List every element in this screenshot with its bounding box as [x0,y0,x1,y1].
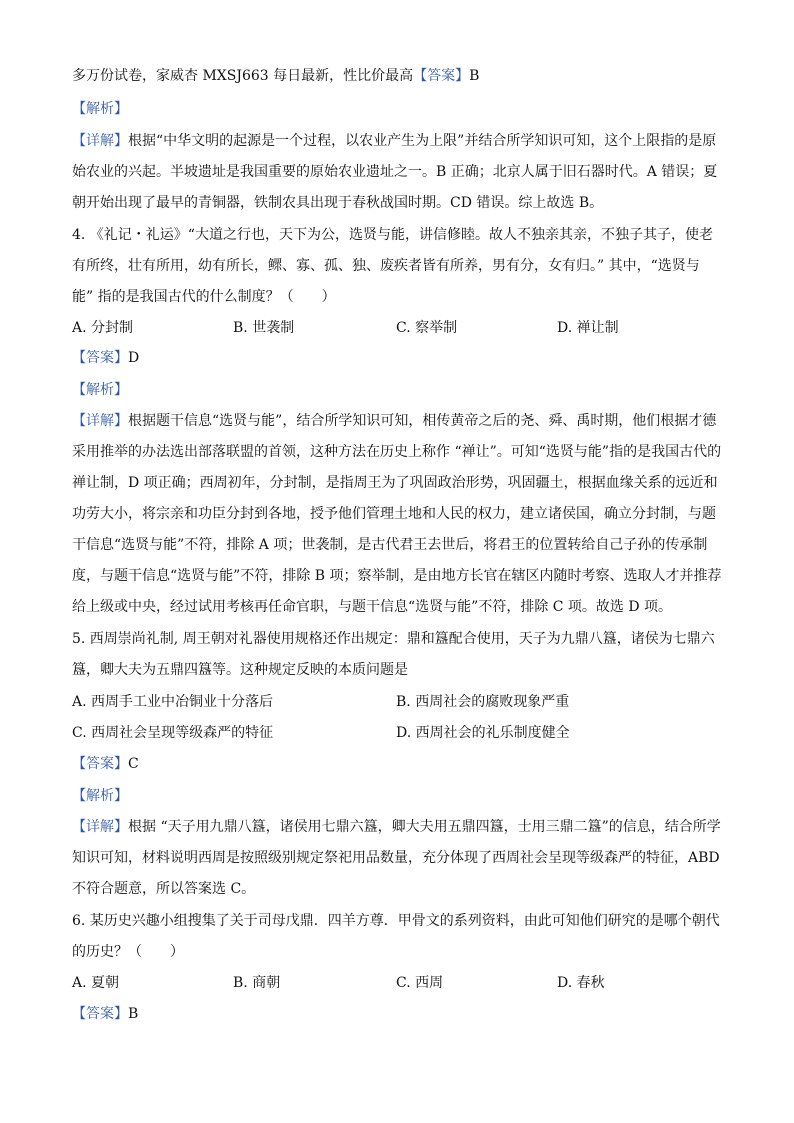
answer-tag: 【答案】 [72,756,128,772]
detail-line: 采用推举的办法选出部落联盟的首领，这种方法在历史上称作 “禅让”。可知“选贤与能”指的是我国古代的 [72,444,722,460]
question-stem: 有所终，壮有所用，幼有所长，鳏、寡、孤、独、废疾者皆有所养，男有分，女有归。” 其中，“选贤与 [72,258,700,274]
detail-tag: 【详解】 [72,819,128,835]
question-stem: 的历史？（ ） [72,944,184,960]
question-stem: 簋，卿大夫为五鼎四簋等。这种规定反映的本质问题是 [72,662,408,678]
option-d: D. 西周社会的礼乐制度健全 [396,725,570,741]
detail-line: 禅让制，D 项正确；西周初年，分封制，是指周王为了巩固政治形势，巩固疆土，根据血缘关系的远近和 [72,475,718,491]
option-b: B. 西周社会的腐败现象严重 [396,694,570,710]
detail-line: 干信息“选贤与能”不符，排除 A 项；世袭制，是古代君王去世后，将君王的位置转给自己子孙的传承制 [72,537,708,553]
detail-line: 给上级或中央，经过试用考核再任命官职，与题干信息“选贤与能”不符，排除 C 项。故选 D 项。 [72,599,673,615]
detail-line [72,411,722,431]
analysis-tag: 【解析】 [72,788,128,804]
option-b: B. 商朝 [233,975,281,991]
analysis-tag: 【解析】 [72,382,128,398]
analysis-tag: 【解析】 [72,101,128,117]
answer-tag: 【答案】 [72,1006,128,1022]
detail-line [72,817,722,837]
detail-line: 不符合题意，所以答案选 C。 [72,881,256,897]
top-line-prefix: 多万份试卷，家威杏 MXSJ663 每日最新，性比价最高 [72,68,414,84]
option-a: A. 西周手工业中冶铜业十分落后 [72,694,274,710]
option-a: A. 夏朝 [72,975,120,991]
answer-line [72,348,722,368]
detail-text: 根据“中华文明的起源是一个过程，以农业产生为上限”并结合所学知识可知，这个上限指的是原 [128,133,717,149]
top-line [72,66,722,86]
question-stem: 6. 某历史兴趣小组搜集了关于司母戊鼎．四羊方尊．甲骨文的系列资料，由此可知他们研究的是哪个朝代 [72,913,720,929]
detail-line: 始农业的兴起。半坡遗址是我国重要的原始农业遗址之一。B 正确；北京人属于旧石器时代。A 错误；夏 [72,164,718,180]
answer-line [72,754,722,774]
answer-value: B [469,68,480,84]
question-stem: 能” 指的是我国古代的什么制度？（ ） [72,289,336,305]
answer-tag: 【答案】 [72,350,128,366]
option-a: A. 分封制 [72,320,134,336]
detail-line: 朝开始出现了最早的青铜器，铁制农具出现于春秋战国时期。CD 错误。综上故选 B。 [72,195,604,211]
detail-line [72,131,722,151]
question-stem: 5. 西周崇尚礼制, 周王朝对礼器使用规格还作出规定：鼎和簋配合使用，天子为九鼎八簋，诸侯为七鼎六 [72,631,715,647]
question-stem: 4. 《礼记・礼运》“大道之行也，天下为公，选贤与能，讲信修睦。故人不独亲其亲，不独子其子，使老 [72,227,713,243]
option-d: D. 禅让制 [557,320,619,336]
option-c: C. 西周社会呈现等级森严的特征 [72,725,274,741]
detail-text: 根据题干信息“选贤与能”，结合所学知识可知，相传黄帝之后的尧、舜、禹时期，他们根据才德 [128,413,717,429]
answer-tag: 【答案】 [413,68,470,84]
option-d: D. 春秋 [557,975,605,991]
detail-line: 知识可知，材料说明西周是按照级别规定祭祀用品数量，充分体现了西周社会呈现等级森严的特征，ABD [72,850,720,866]
detail-tag: 【详解】 [72,133,128,149]
detail-line: 度，与题干信息“选贤与能”不符，排除 B 项；察举制，是由地方长官在辖区内随时考察、选取人才并推荐 [72,568,722,584]
detail-tag: 【详解】 [72,413,128,429]
option-c: C. 西周 [396,975,444,991]
answer-line [72,1004,722,1024]
detail-text: 根据 “天子用九鼎八簋，诸侯用七鼎六簋，卿大夫用五鼎四簋，士用三鼎二簋”的信息，结合所学 [128,819,721,835]
detail-line: 功劳大小，将宗亲和功臣分封到各地，授予他们管理土地和人民的权力，建立诸侯国，确立分封制，与题 [72,506,716,522]
answer-value: D [128,350,140,366]
option-b: B. 世袭制 [233,320,295,336]
answer-value: B [128,1006,139,1022]
answer-value: C [128,756,139,772]
option-c: C. 察举制 [396,320,458,336]
